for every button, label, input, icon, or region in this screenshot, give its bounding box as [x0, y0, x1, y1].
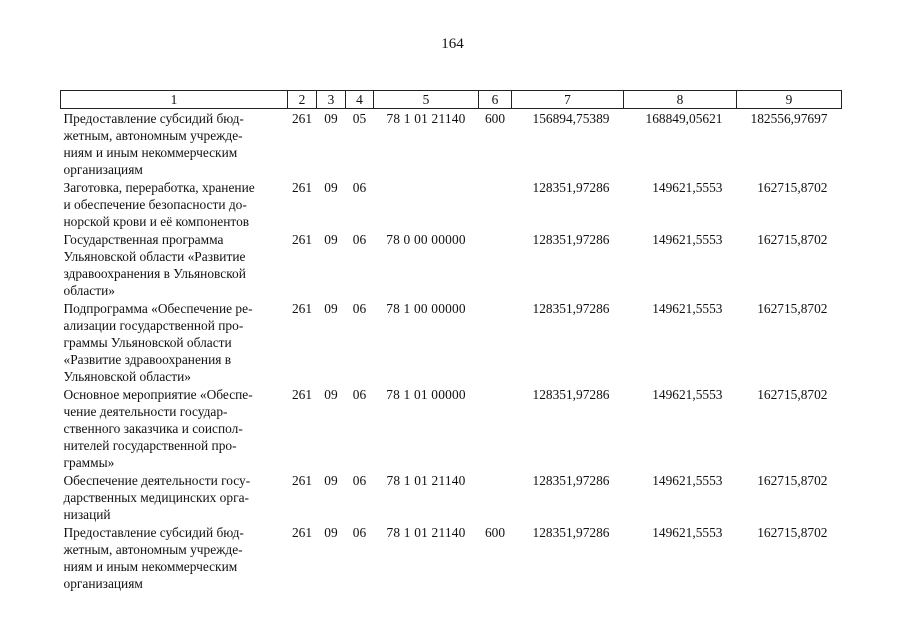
target-article: 78 1 00 00000 — [386, 301, 466, 316]
amount-col-9: 162715,8702 — [757, 473, 828, 488]
row-name: Подпрограмма «Обеспечение ре- ализации государственной про- граммы Ульяновской области «Развитие здравоохранения в Ульяновской области» — [63, 301, 253, 384]
row-name: Заготовка, переработка, хранение и обеспечение безопасности до- норской крови и её компонентов — [63, 180, 255, 229]
expense-type: 600 — [484, 111, 506, 126]
header-col-2: 2 — [288, 91, 317, 109]
section-code: 09 — [324, 387, 338, 402]
header-col-1: 1 — [61, 91, 288, 109]
amount-col-8: 149621,5553 — [652, 180, 723, 195]
target-article — [374, 178, 479, 230]
expense-type — [479, 471, 512, 523]
section-code: 09 — [324, 473, 338, 488]
header-col-7: 7 — [512, 91, 624, 109]
subsection-code: 06 — [352, 232, 367, 247]
subsection-code: 06 — [352, 301, 367, 316]
amount-col-7: 128351,97286 — [532, 232, 610, 247]
page-number: 164 — [441, 36, 464, 52]
amount-col-8: 149621,5553 — [652, 387, 723, 402]
admin-code: 261 — [291, 180, 313, 195]
amount-col-8: 149621,5553 — [652, 301, 723, 316]
target-article: 78 1 01 21140 — [386, 473, 466, 488]
expense-type — [479, 385, 512, 471]
amount-col-7: 128351,97286 — [532, 387, 610, 402]
header-col-8: 8 — [624, 91, 737, 109]
section-code: 09 — [324, 180, 338, 195]
expense-type: 600 — [484, 525, 506, 540]
admin-code: 261 — [291, 111, 313, 126]
amount-col-8: 168849,05621 — [645, 111, 723, 126]
amount-col-8: 149621,5553 — [652, 525, 723, 540]
header-col-5: 5 — [374, 91, 479, 109]
table-row — [61, 178, 842, 230]
table-row — [61, 299, 842, 385]
amount-col-7: 128351,97286 — [532, 301, 610, 316]
row-name: Предоставление субсидий бюд- жетным, автономным учрежде- ниям и иным некоммерческим организациям — [63, 111, 244, 177]
section-code: 09 — [324, 111, 338, 126]
amount-col-8: 149621,5553 — [652, 473, 723, 488]
table-row — [61, 109, 842, 179]
table-row — [61, 385, 842, 471]
subsection-code: 06 — [352, 387, 367, 402]
subsection-code: 05 — [352, 111, 367, 126]
section-code: 09 — [324, 525, 338, 540]
target-article: 78 0 00 00000 — [386, 232, 466, 247]
table-row — [61, 523, 842, 592]
admin-code: 261 — [291, 387, 313, 402]
amount-col-7: 128351,97286 — [532, 473, 610, 488]
row-name: Государственная программа Ульяновской области «Развитие здравоохранения в Ульяновской области» — [63, 232, 246, 298]
admin-code: 261 — [291, 301, 313, 316]
amount-col-7: 128351,97286 — [532, 525, 610, 540]
expense-type — [479, 299, 512, 385]
admin-code: 261 — [291, 232, 313, 247]
section-code: 09 — [324, 301, 338, 316]
subsection-code: 06 — [352, 180, 367, 195]
amount-col-7: 156894,75389 — [532, 111, 610, 126]
expense-type — [479, 230, 512, 299]
row-name: Основное мероприятие «Обеспе- чение деятельности государ- ственного заказчика и соиспол- нителей государственной про- граммы» — [63, 387, 253, 470]
target-article: 78 1 01 00000 — [386, 387, 466, 402]
header-row — [61, 91, 842, 109]
amount-col-7: 128351,97286 — [532, 180, 610, 195]
amount-col-9: 162715,8702 — [757, 301, 828, 316]
expense-type — [479, 178, 512, 230]
amount-col-9: 162715,8702 — [757, 180, 828, 195]
subsection-code: 06 — [352, 473, 367, 488]
amount-col-9: 162715,8702 — [757, 232, 828, 247]
target-article: 78 1 01 21140 — [386, 525, 466, 540]
row-name: Предоставление субсидий бюд- жетным, автономным учрежде- ниям и иным некоммерческим организациям — [63, 525, 244, 591]
row-name: Обеспечение деятельности госу- дарственных медицинских орга- низаций — [63, 473, 251, 522]
admin-code: 261 — [291, 473, 313, 488]
budget-table — [60, 90, 842, 592]
header-col-6: 6 — [479, 91, 512, 109]
amount-col-9: 182556,97697 — [750, 111, 828, 126]
amount-col-8: 149621,5553 — [652, 232, 723, 247]
header-col-4: 4 — [346, 91, 374, 109]
header-col-3: 3 — [317, 91, 346, 109]
section-code: 09 — [324, 232, 338, 247]
table-row — [61, 230, 842, 299]
amount-col-9: 162715,8702 — [757, 387, 828, 402]
subsection-code: 06 — [352, 525, 367, 540]
admin-code: 261 — [291, 525, 313, 540]
table-row — [61, 471, 842, 523]
target-article: 78 1 01 21140 — [386, 111, 466, 126]
header-col-9: 9 — [737, 91, 842, 109]
amount-col-9: 162715,8702 — [757, 525, 828, 540]
